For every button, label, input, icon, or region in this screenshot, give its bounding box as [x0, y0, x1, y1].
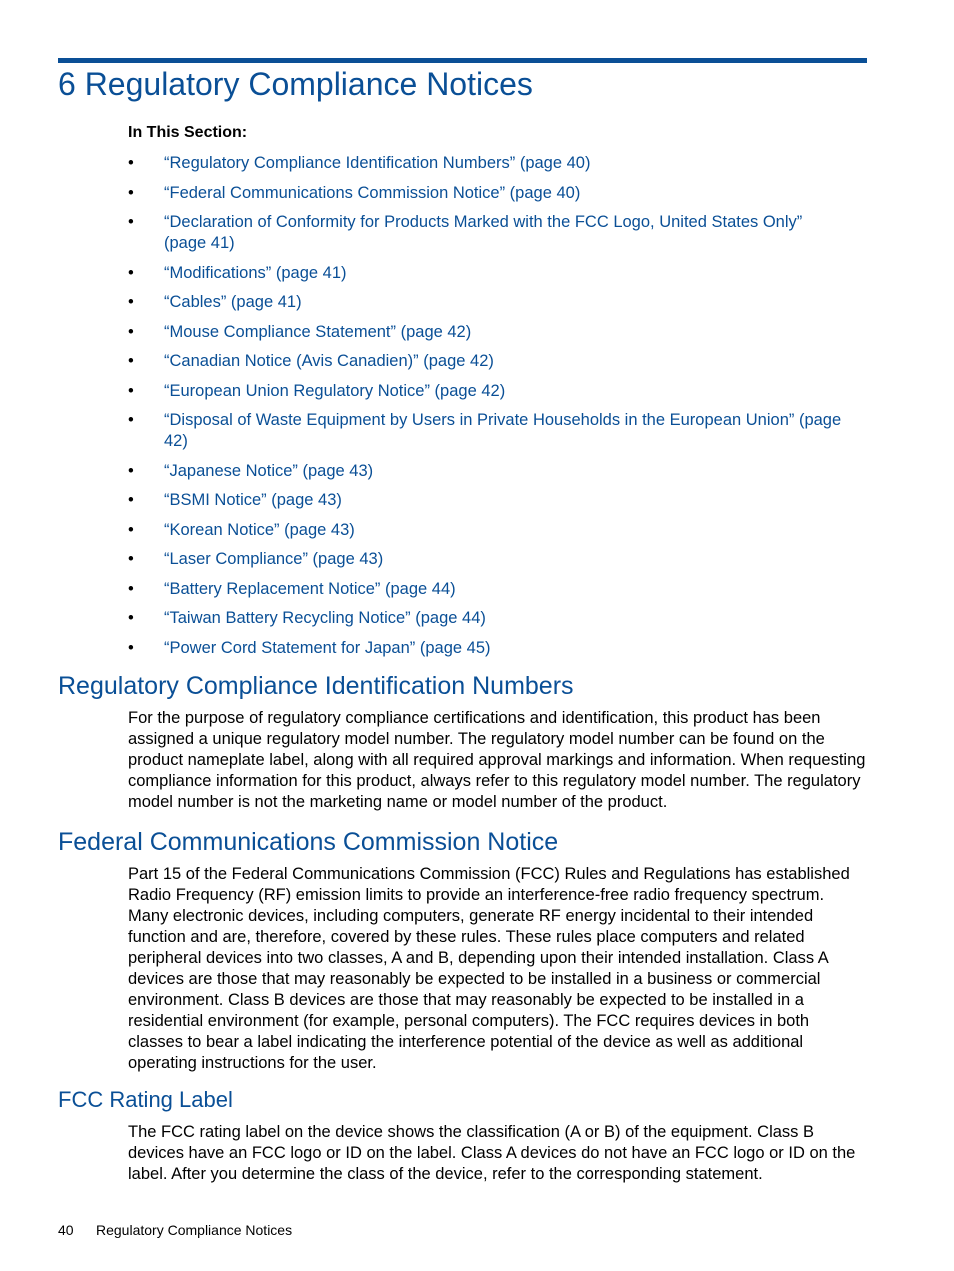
toc-link-taiwan-battery-recycling[interactable]: [128, 608, 848, 629]
toc-link-text: “Laser Compliance” (page 43): [164, 550, 384, 568]
bullet-icon: •: [128, 154, 134, 172]
toc-link-battery-replacement[interactable]: [128, 579, 848, 600]
bullet-icon: •: [128, 638, 134, 657]
toc-link-modifications[interactable]: [128, 263, 848, 284]
fcc-rating-label-paragraph: The FCC rating label on the device shows the classification (A or B) of the equipment. Class B devices have an FCC logo or ID on the label. Class A devices do not have an FCC logo or ID on the label. After you determine the class of the device, refer to the corresponding statement.: [128, 1123, 856, 1183]
toc-link-canadian-notice[interactable]: [128, 351, 848, 372]
chapter-title: 6 Regulatory Compliance Notices: [58, 66, 533, 102]
page-footer: [58, 1222, 292, 1238]
bullet-icon: •: [128, 322, 134, 341]
bullet-icon: •: [128, 520, 134, 539]
toc-link-text: “Taiwan Battery Recycling Notice” (page 44): [164, 609, 486, 627]
bullet-icon: •: [128, 263, 134, 282]
bullet-icon: •: [128, 183, 134, 202]
toc-link-text: “Korean Notice” (page 43): [164, 520, 355, 539]
toc-link-eu-regulatory-notice[interactable]: [128, 381, 848, 402]
toc-link-text: “Federal Communications Commission Notice” (page 40): [164, 183, 581, 202]
in-this-section-label: In This Section:: [128, 124, 248, 141]
bullet-icon: •: [128, 411, 134, 429]
toc-link-korean-notice[interactable]: [128, 520, 848, 541]
section-heading-fcc-notice: Federal Communications Commission Notice: [58, 828, 559, 856]
toc-link-waste-disposal[interactable]: [128, 410, 848, 452]
toc-link-bsmi-notice[interactable]: [128, 490, 848, 511]
toc-link-declaration-of-conformity[interactable]: [128, 212, 848, 254]
bullet-icon: •: [128, 491, 134, 509]
running-title: Regulatory Compliance Notices: [96, 1222, 293, 1238]
identification-paragraph: For the purpose of regulatory compliance certifications and identification, this product has been assigned a unique regulatory model number. The regulatory model number can be found on the product nameplate label, along with all required approval markings and information. When requesting compliance information for this product, always refer to this regulatory model number. The regulatory model number is not the marketing name or model number of the product.: [128, 709, 866, 811]
bullet-icon: •: [128, 579, 134, 598]
toc-link-text: “Declaration of Conformity for Products Marked with the FCC Logo, United States Only” (page 41): [164, 213, 803, 252]
bullet-icon: •: [128, 213, 134, 231]
section-toc-list: [128, 153, 848, 667]
chapter-top-rule: [58, 58, 867, 63]
bullet-icon: •: [128, 293, 134, 311]
toc-link-text: “Japanese Notice” (page 43): [164, 461, 374, 480]
toc-link-mouse-compliance[interactable]: [128, 322, 848, 343]
toc-link-cables[interactable]: [128, 292, 848, 313]
fcc-notice-paragraph: Part 15 of the Federal Communications Commission (FCC) Rules and Regulations has established Radio Frequency (RF) emission limits to provide an interference-free radio frequency spectrum. Many electronic devices, including computers, generate RF energy incidental to their intended function and are, therefore, covered by these rules. These rules place computers and related peripheral devices into two classes, A and B, depending upon their intended installation. Class A devices are those that may reasonably be expected to be installed in a business or commercial environment. Class B devices are those that may reasonably be expected to be installed in a residential environment (for example, personal computers). The FCC requires devices in both classes to bear a label indicating the interference potential of the device as well as additional operating instructions for the user.: [128, 865, 850, 1072]
bullet-icon: •: [128, 550, 134, 568]
toc-link-text: “Regulatory Compliance Identification Numbers” (page 40): [164, 154, 591, 172]
toc-link-text: “European Union Regulatory Notice” (page 42): [164, 381, 506, 400]
toc-link-text: “Mouse Compliance Statement” (page 42): [164, 322, 472, 341]
toc-link-text: “BSMI Notice” (page 43): [164, 491, 342, 509]
toc-link-japanese-notice[interactable]: [128, 461, 848, 482]
toc-link-text: “Power Cord Statement for Japan” (page 45): [164, 638, 491, 657]
toc-link-power-cord-japan[interactable]: [128, 638, 848, 659]
toc-link-text: “Cables” (page 41): [164, 293, 302, 311]
toc-link-regulatory-identification[interactable]: [128, 153, 848, 174]
toc-link-fcc-notice[interactable]: [128, 183, 848, 204]
toc-link-text: “Canadian Notice (Avis Canadien)” (page 42): [164, 352, 494, 370]
bullet-icon: •: [128, 609, 134, 627]
subsection-heading-fcc-rating-label: FCC Rating Label: [58, 1087, 233, 1112]
toc-link-text: “Battery Replacement Notice” (page 44): [164, 579, 456, 598]
section-heading-identification: Regulatory Compliance Identification Numbers: [58, 672, 574, 700]
bullet-icon: •: [128, 461, 134, 480]
bullet-icon: •: [128, 352, 134, 370]
page-number: 40: [58, 1222, 74, 1238]
toc-link-laser-compliance[interactable]: [128, 549, 848, 570]
toc-link-text: “Disposal of Waste Equipment by Users in Private Households in the European Union” (page 42): [164, 411, 842, 450]
toc-link-text: “Modifications” (page 41): [164, 263, 347, 282]
bullet-icon: •: [128, 381, 134, 400]
